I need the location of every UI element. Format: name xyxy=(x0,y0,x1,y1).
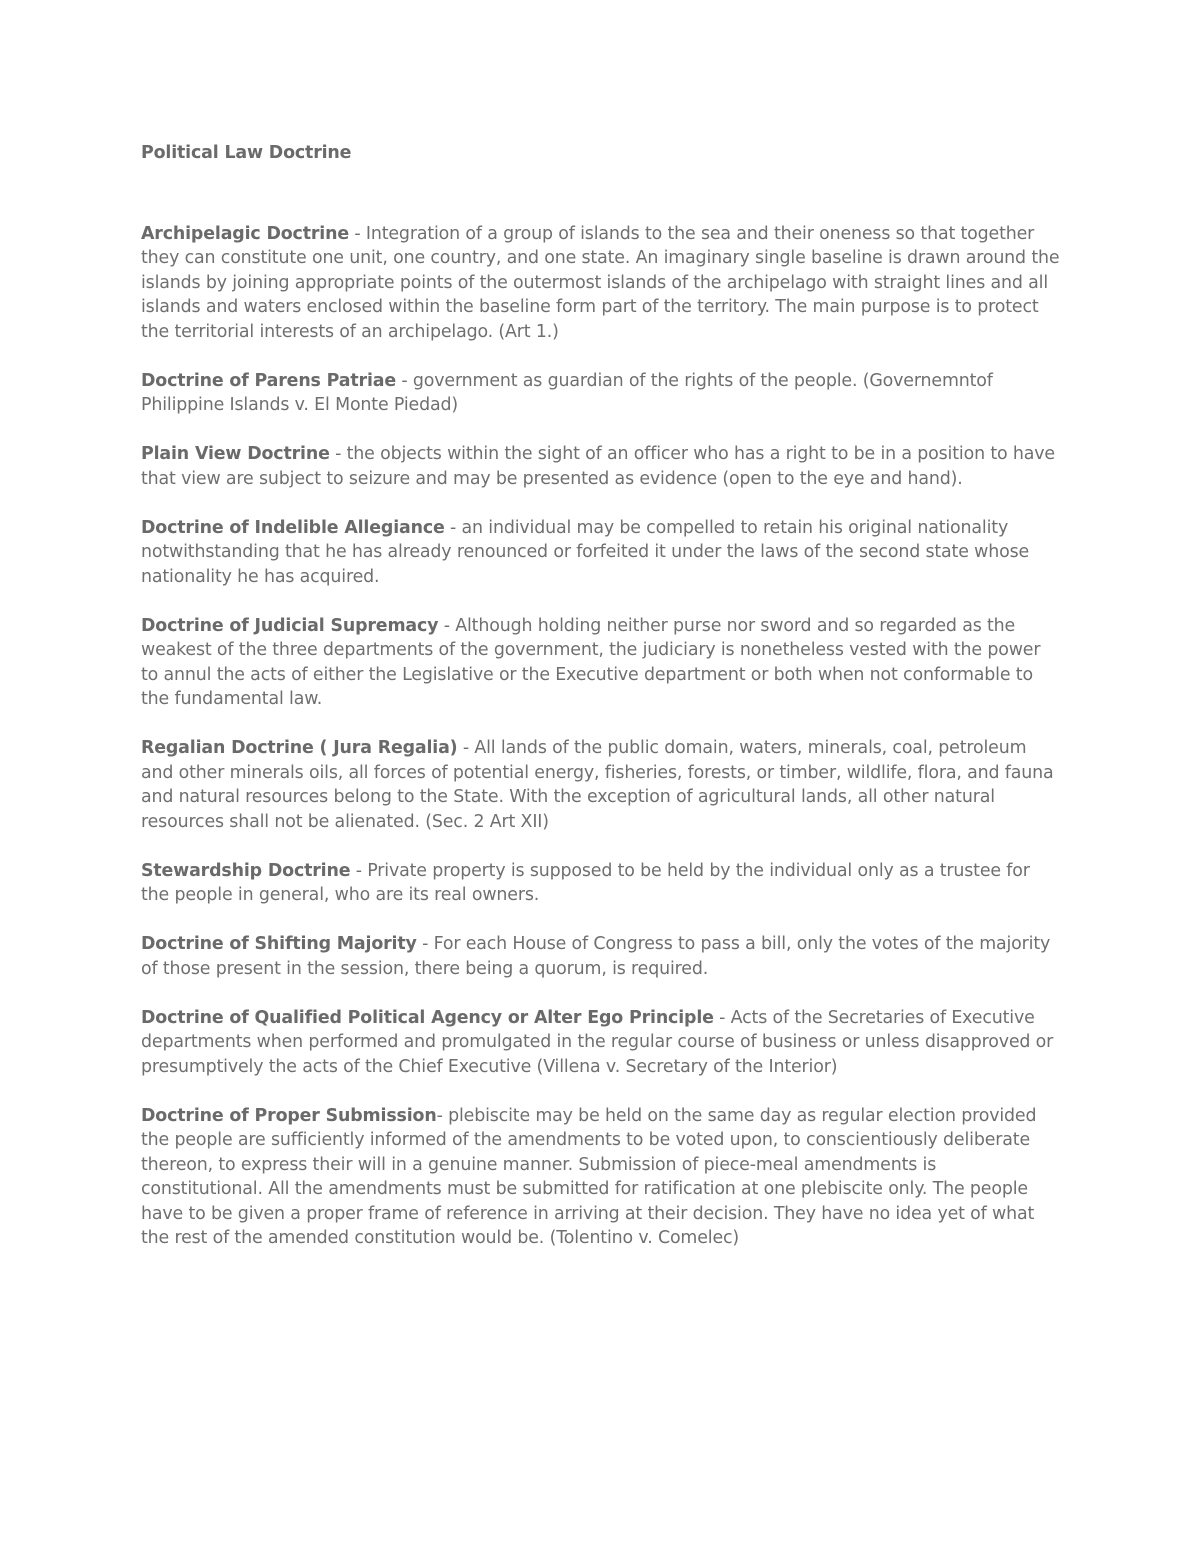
doctrine-entry-qualified-political-agency xyxy=(141,1006,1061,1080)
doctrine-term: Stewardship Doctrine xyxy=(141,860,351,881)
doctrine-definition: government as guardian of the rights of the people. (Governemntof Philippine Islands v. El Monte Piedad) xyxy=(141,370,993,415)
doctrine-entry-archipelagic xyxy=(141,222,1061,345)
doctrine-definition: Private property is supposed to be held by the individual only as a trustee for the people in general, who are its real owners. xyxy=(141,860,1030,905)
doctrine-term: Regalian Doctrine ( Jura Regalia) xyxy=(141,738,458,758)
doctrine-entry-proper-submission xyxy=(141,1104,1061,1251)
doctrine-term: Doctrine of Indelible Allegiance xyxy=(141,517,445,538)
doctrine-entry-parens-patriae xyxy=(141,369,1061,418)
doctrine-term: Doctrine of Shifting Majority xyxy=(141,934,417,954)
doctrine-definition: Acts of the Secretaries of Executive departments when performed and promulgated in the regular course of business or unless disapproved or presumptively the acts of the Chief Executive (Villena v. Secretary of the Interior) xyxy=(141,1007,1054,1077)
doctrine-entry-judicial-supremacy xyxy=(141,614,1061,712)
doctrine-entry-shifting-majority xyxy=(141,932,1061,981)
doctrine-definition: Integration of a group of islands to the sea and their oneness so that together they can constitute one unit, one country, and one state. An imaginary single baseline is drawn around the islands by joining appropriate points of the outermost islands of the archipelago with straight lines and all islands and waters enclosed within the baseline form part of the territory. The main purpose is to protect the territorial interests of an archipelago. (Art 1.) xyxy=(141,223,1060,342)
doctrine-definition: For each House of Congress to pass a bill, only the votes of the majority of those present in the session, there being a quorum, is required. xyxy=(141,934,1051,979)
doctrine-entry-regalian xyxy=(141,736,1061,834)
doctrine-term: Doctrine of Qualified Political Agency or Alter Ego Principle xyxy=(141,1007,714,1028)
doctrine-term: Archipelagic Doctrine xyxy=(141,223,349,244)
doctrine-term: Doctrine of Proper Submission xyxy=(141,1105,437,1126)
doctrine-separator: - xyxy=(438,615,456,636)
doctrine-definition: an individual may be compelled to retain his original nationality notwithstanding that he has already renounced or forfeited it under the laws of the second state whose nationality he has acquired. xyxy=(141,517,1030,587)
doctrine-definition: the objects within the sight of an officer who has a right to be in a position to have that view are subject to seizure and may be presented as evidence (open to the eye and hand). xyxy=(141,444,1055,489)
doctrine-definition: All lands of the public domain, waters, minerals, coal, petroleum and other minerals oils, all forces of potential energy, fisheries, forests, or timber, wildlife, flora, and fauna and natural resources belong to the State. With the exception of agricultural lands, all other natural resources shall not be alienated. (Sec. 2 Art XII) xyxy=(141,738,1054,832)
doctrine-term: Plain View Doctrine xyxy=(141,444,330,464)
doctrine-entry-stewardship xyxy=(141,859,1061,908)
doctrine-entry-indelible-allegiance xyxy=(141,516,1061,590)
doctrine-separator: - xyxy=(436,1105,449,1126)
doctrine-separator: - xyxy=(329,444,347,464)
doctrine-separator: - xyxy=(396,370,413,391)
doctrine-definition: Although holding neither purse nor sword and so regarded as the weakest of the three departments of the government, the judiciary is nonetheless vested with the power to annul the acts of either the Legislative or the Executive department or both when not conformable to the fundamental law. xyxy=(141,615,1041,709)
document-title: Political Law Doctrine xyxy=(141,143,352,163)
doctrine-separator: - xyxy=(457,738,475,758)
doctrine-entry-plain-view xyxy=(141,442,1061,491)
doctrine-term: Doctrine of Judicial Supremacy xyxy=(141,615,439,636)
document-body xyxy=(141,141,1061,1275)
doctrine-definition: plebiscite may be held on the same day as regular election provided the people are sufficiently informed of the amendments to be voted upon, to conscientiously deliberate thereon, to express their will in a genuine manner. Submission of piece-meal amendments is constitutional. All the amendments must be submitted for ratification at one plebiscite only. The people have to be given a proper frame of reference in arriving at their decision. They have no idea yet of what the rest of the amended constitution would be. (Tolentino v. Comelec) xyxy=(141,1105,1037,1248)
doctrine-separator: - xyxy=(350,860,368,881)
doctrine-separator: - xyxy=(416,934,434,954)
doctrine-separator: - xyxy=(444,517,462,538)
doctrine-term: Doctrine of Parens Patriae xyxy=(141,370,397,391)
doctrine-separator: - xyxy=(713,1007,731,1028)
doctrine-separator: - xyxy=(348,223,366,244)
